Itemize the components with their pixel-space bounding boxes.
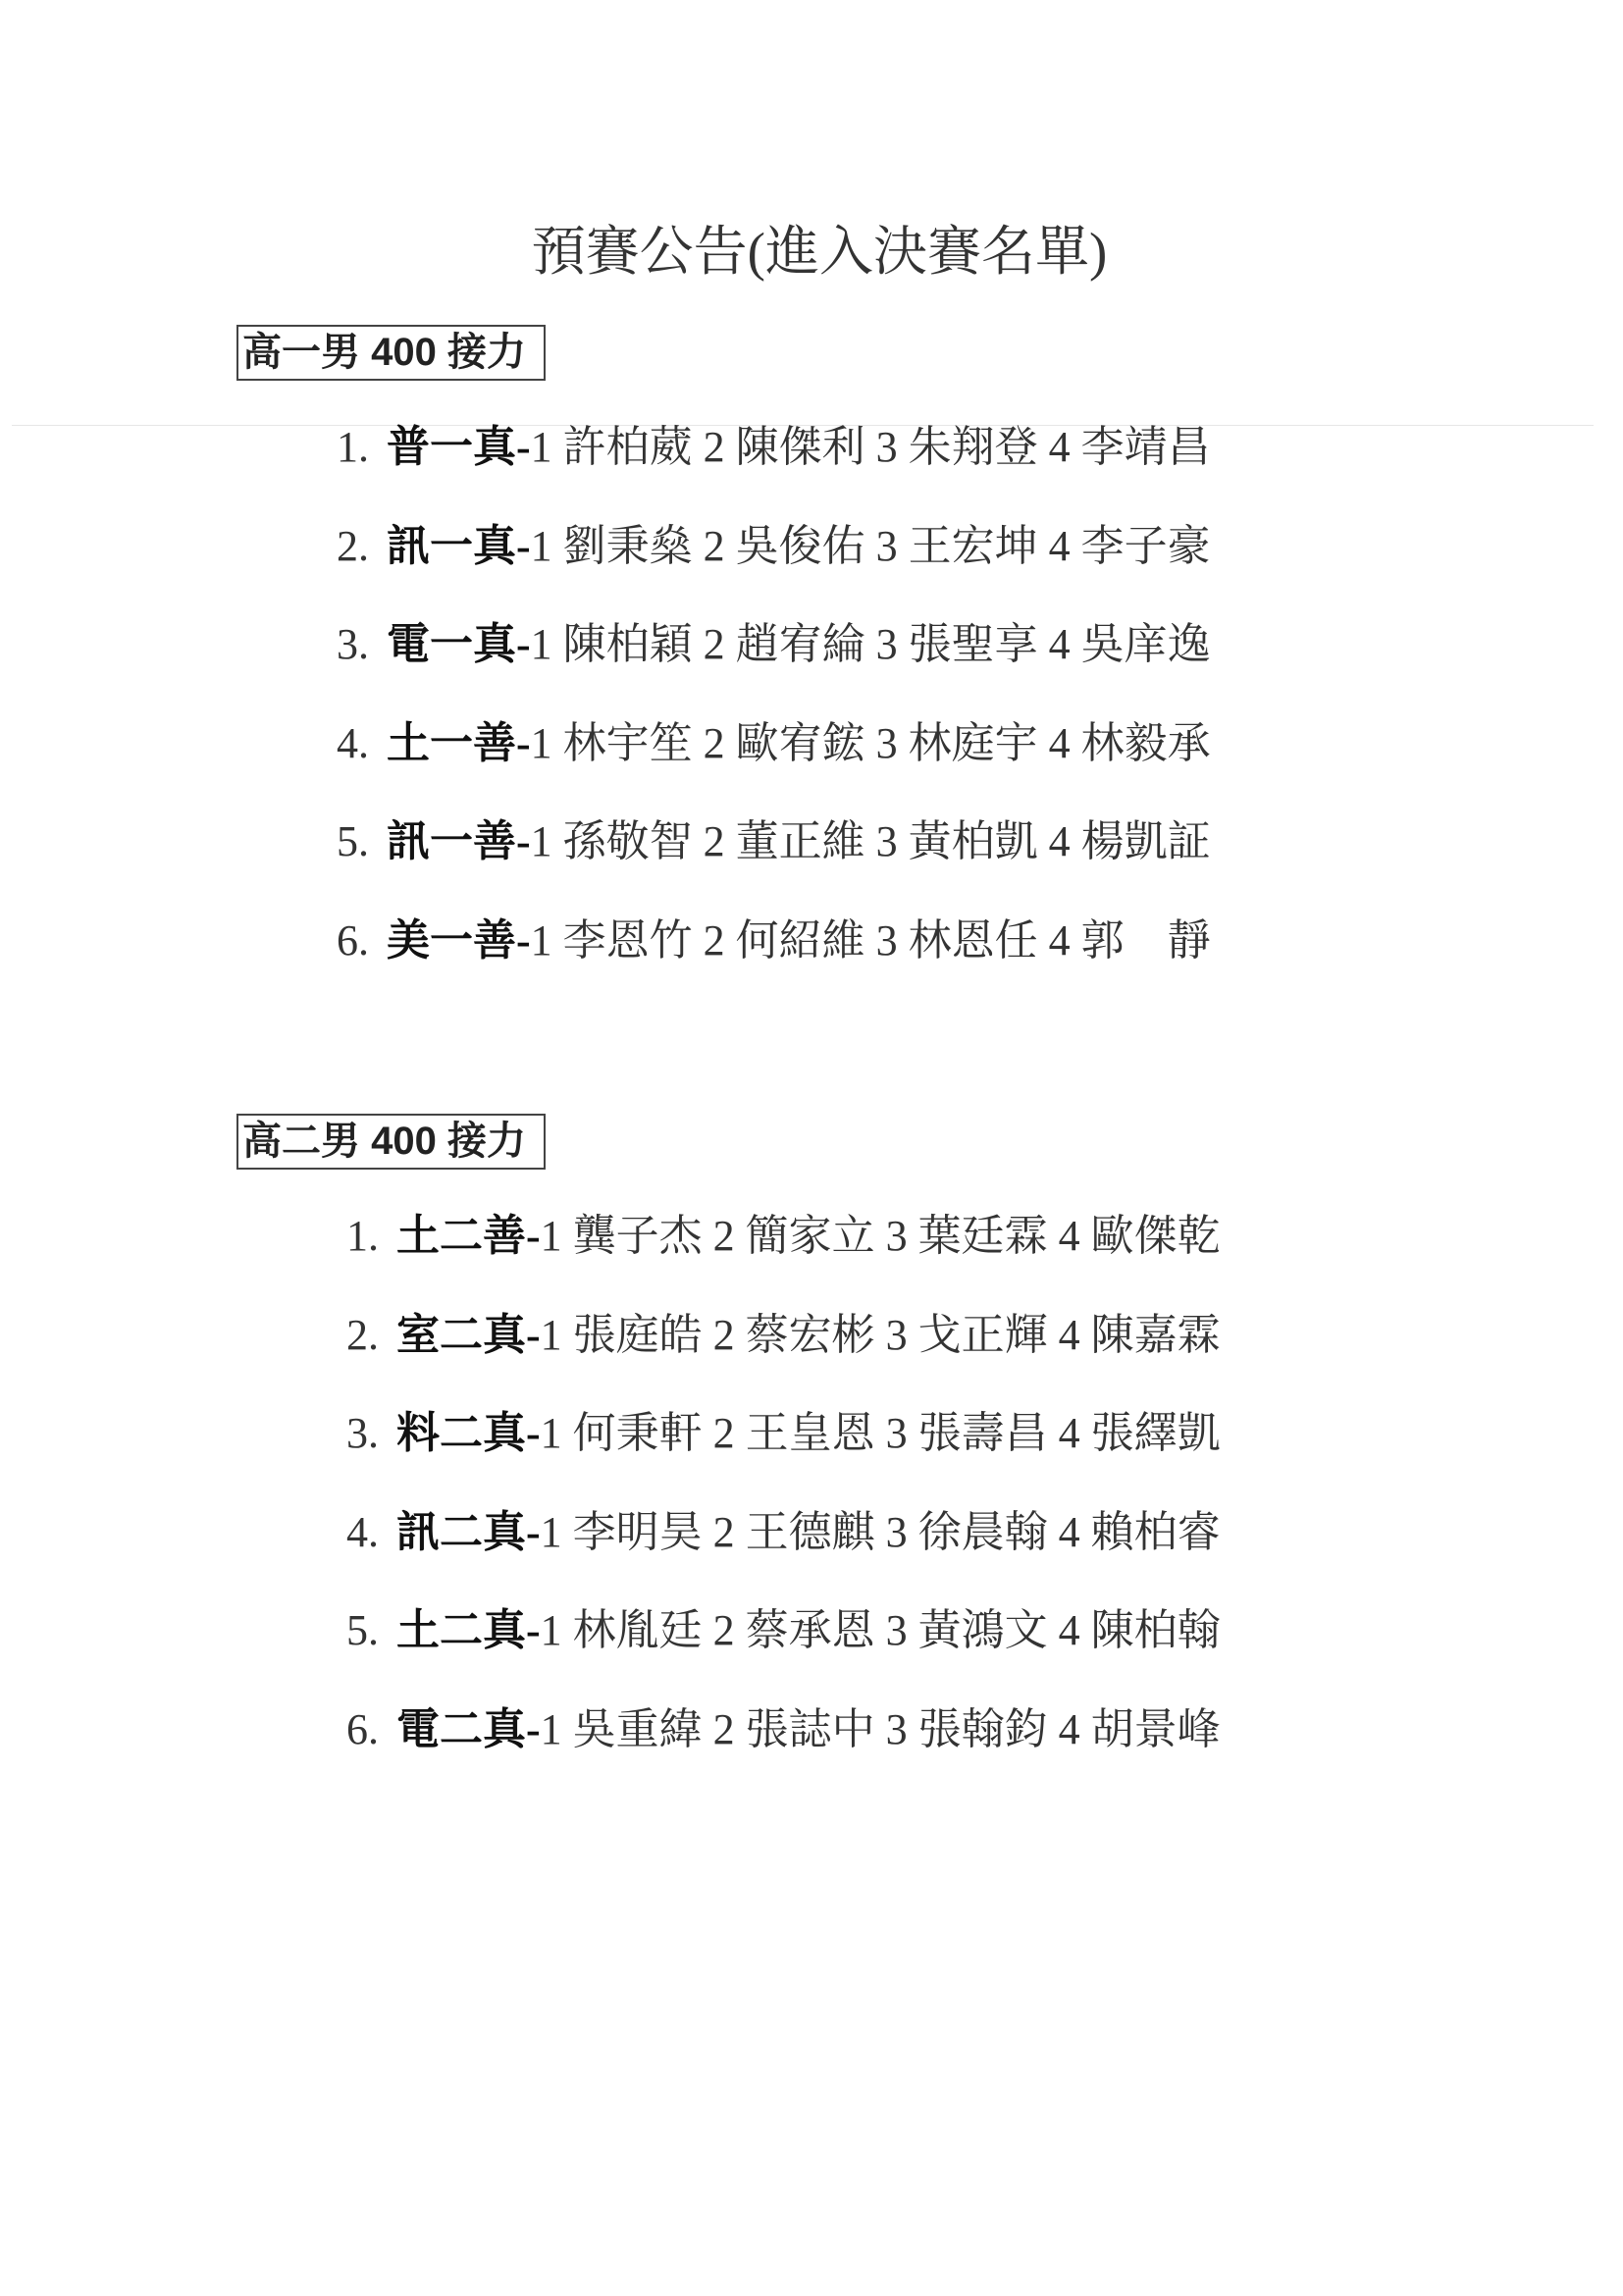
- runner-name: 李子豪: [1080, 521, 1211, 570]
- runner-name: 張庭皓: [572, 1310, 703, 1359]
- runner-order: 4: [1058, 1704, 1080, 1753]
- runner-name: 何紹維: [735, 915, 865, 965]
- entry-index: 5.: [337, 817, 369, 865]
- runner-name: 何秉軒: [572, 1409, 703, 1457]
- runner-name: 朱翔登: [908, 423, 1038, 471]
- runner-order: 3: [885, 1310, 908, 1359]
- runner-order: 1: [530, 817, 552, 865]
- runner-name: 董正維: [735, 817, 865, 865]
- team-name: 電二真-: [396, 1704, 541, 1753]
- entry-index: 4.: [346, 1507, 379, 1556]
- team-entry: [346, 1582, 1221, 1681]
- runner-name: 趙宥綸: [735, 620, 865, 668]
- runner-order: 2: [712, 1704, 735, 1753]
- runner-name: 王德麒: [745, 1507, 875, 1556]
- runner-name: 賴柏睿: [1090, 1507, 1221, 1556]
- runner-order: 2: [712, 1507, 735, 1556]
- runner-order: 3: [885, 1409, 908, 1457]
- runner-name: 吳庠逸: [1080, 620, 1211, 668]
- runner-order: 3: [875, 423, 898, 471]
- runner-order: 3: [875, 620, 898, 668]
- runner-order: 2: [703, 521, 725, 570]
- runner-name: 歐宥鋐: [735, 718, 865, 767]
- runner-order: 4: [1058, 1310, 1080, 1359]
- runner-order: 1: [540, 1409, 562, 1457]
- entry-index: 1.: [346, 1212, 379, 1260]
- runner-order: 2: [703, 620, 725, 668]
- runner-name: 李明昊: [572, 1507, 703, 1556]
- runner-name: 蔡宏彬: [745, 1310, 875, 1359]
- entry-index: 1.: [337, 423, 369, 471]
- entry-index: 6.: [337, 915, 369, 965]
- runner-name: 簡家立: [745, 1212, 875, 1260]
- runner-order: 4: [1048, 718, 1071, 767]
- runner-order: 2: [703, 915, 725, 965]
- team-name: 土二善-: [396, 1212, 541, 1260]
- runner-order: 4: [1048, 817, 1071, 865]
- runner-name: 許柏葳: [562, 423, 693, 471]
- runner-name: 李靖昌: [1080, 423, 1211, 471]
- runner-name: 林毅承: [1080, 718, 1211, 767]
- team-entry: [346, 1187, 1221, 1286]
- runner-name: 張翰鈞: [917, 1704, 1048, 1753]
- runner-name: 王皇恩: [745, 1409, 875, 1457]
- section-heading: 高一男 400 接力: [236, 325, 546, 381]
- page-title: 預賽公告(進入決賽名單): [531, 222, 1108, 282]
- runner-name: 陳嘉霖: [1090, 1310, 1221, 1359]
- team-entry: [337, 892, 1211, 991]
- runner-order: 1: [540, 1212, 562, 1260]
- runner-name: 張繹凱: [1090, 1409, 1221, 1457]
- runner-order: 3: [875, 817, 898, 865]
- team-name: 土二真-: [396, 1606, 541, 1654]
- team-entry: [346, 1384, 1221, 1484]
- runner-name: 黃鴻文: [917, 1606, 1048, 1654]
- finalist-list: [346, 1187, 1221, 1779]
- team-entry: [346, 1286, 1221, 1385]
- runner-name: 徐晨翰: [917, 1507, 1048, 1556]
- team-entry: [337, 398, 1211, 497]
- runner-name: 胡景峰: [1090, 1704, 1221, 1753]
- runner-order: 1: [540, 1606, 562, 1654]
- team-name: 訊二真-: [396, 1507, 541, 1556]
- runner-order: 3: [875, 521, 898, 570]
- runner-name: 劉秉燊: [562, 521, 693, 570]
- team-name: 訊一善-: [387, 817, 531, 865]
- entry-index: 2.: [346, 1310, 379, 1359]
- runner-name: 陳柏翰: [1090, 1606, 1221, 1654]
- runner-order: 3: [885, 1606, 908, 1654]
- runner-name: 黃柏凱: [908, 817, 1038, 865]
- runner-name: 戈正輝: [917, 1310, 1048, 1359]
- team-name: 室二真-: [396, 1310, 541, 1359]
- runner-order: 1: [540, 1704, 562, 1753]
- runner-order: 1: [540, 1507, 562, 1556]
- runner-order: 1: [540, 1310, 562, 1359]
- team-entry: [337, 497, 1211, 597]
- runner-name: 龔子杰: [572, 1212, 703, 1260]
- runner-order: 1: [530, 620, 552, 668]
- runner-name: 張壽昌: [917, 1409, 1048, 1457]
- team-name: 訊一真-: [387, 521, 531, 570]
- runner-name: 楊凱証: [1080, 817, 1211, 865]
- runner-order: 4: [1048, 521, 1071, 570]
- runner-name: 葉廷霖: [917, 1212, 1048, 1260]
- team-name: 料二真-: [396, 1409, 541, 1457]
- runner-order: 4: [1058, 1409, 1080, 1457]
- team-name: 普一真-: [387, 423, 531, 471]
- runner-order: 3: [885, 1212, 908, 1260]
- team-entry: [337, 596, 1211, 695]
- runner-order: 2: [712, 1409, 735, 1457]
- runner-name: 王宏坤: [908, 521, 1038, 570]
- runner-order: 1: [530, 521, 552, 570]
- team-entry: [346, 1484, 1221, 1583]
- runner-name: 林庭宇: [908, 718, 1038, 767]
- runner-name: 郭 靜: [1080, 915, 1211, 965]
- section-heading: 高二男 400 接力: [236, 1114, 546, 1170]
- runner-name: 吳重緯: [572, 1704, 703, 1753]
- runner-name: 歐傑乾: [1090, 1212, 1221, 1260]
- runner-order: 4: [1058, 1507, 1080, 1556]
- team-entry: [337, 695, 1211, 794]
- runner-name: 張聖享: [908, 620, 1038, 668]
- entry-index: 6.: [346, 1704, 379, 1753]
- finalist-list: [337, 398, 1211, 990]
- team-name: 土一善-: [387, 718, 531, 767]
- runner-order: 4: [1048, 620, 1071, 668]
- entry-index: 3.: [337, 620, 369, 668]
- runner-order: 2: [712, 1310, 735, 1359]
- entry-index: 3.: [346, 1409, 379, 1457]
- runner-order: 1: [530, 915, 552, 965]
- runner-order: 2: [703, 817, 725, 865]
- team-name: 電一真-: [387, 620, 531, 668]
- runner-order: 4: [1048, 915, 1071, 965]
- runner-name: 林胤廷: [572, 1606, 703, 1654]
- runner-order: 2: [703, 718, 725, 767]
- entry-index: 5.: [346, 1606, 379, 1654]
- runner-name: 張誌中: [745, 1704, 875, 1753]
- runner-name: 孫敬智: [562, 817, 693, 865]
- runner-order: 3: [875, 718, 898, 767]
- runner-name: 李恩竹: [562, 915, 693, 965]
- runner-order: 2: [712, 1212, 735, 1260]
- entry-index: 4.: [337, 718, 369, 767]
- runner-order: 3: [875, 915, 898, 965]
- team-entry: [346, 1681, 1221, 1780]
- runner-name: 陳柏穎: [562, 620, 693, 668]
- runner-order: 1: [530, 718, 552, 767]
- runner-name: 林宇笙: [562, 718, 693, 767]
- runner-name: 陳傑利: [735, 423, 865, 471]
- runner-order: 1: [530, 423, 552, 471]
- entry-index: 2.: [337, 521, 369, 570]
- runner-order: 4: [1058, 1606, 1080, 1654]
- runner-order: 2: [712, 1606, 735, 1654]
- team-name: 美一善-: [387, 915, 531, 965]
- runner-order: 3: [885, 1704, 908, 1753]
- runner-order: 4: [1058, 1212, 1080, 1260]
- runner-name: 吳俊佑: [735, 521, 865, 570]
- runner-order: 2: [703, 423, 725, 471]
- runner-order: 4: [1048, 423, 1071, 471]
- runner-order: 3: [885, 1507, 908, 1556]
- runner-name: 林恩任: [908, 915, 1038, 965]
- runner-name: 蔡承恩: [745, 1606, 875, 1654]
- team-entry: [337, 793, 1211, 892]
